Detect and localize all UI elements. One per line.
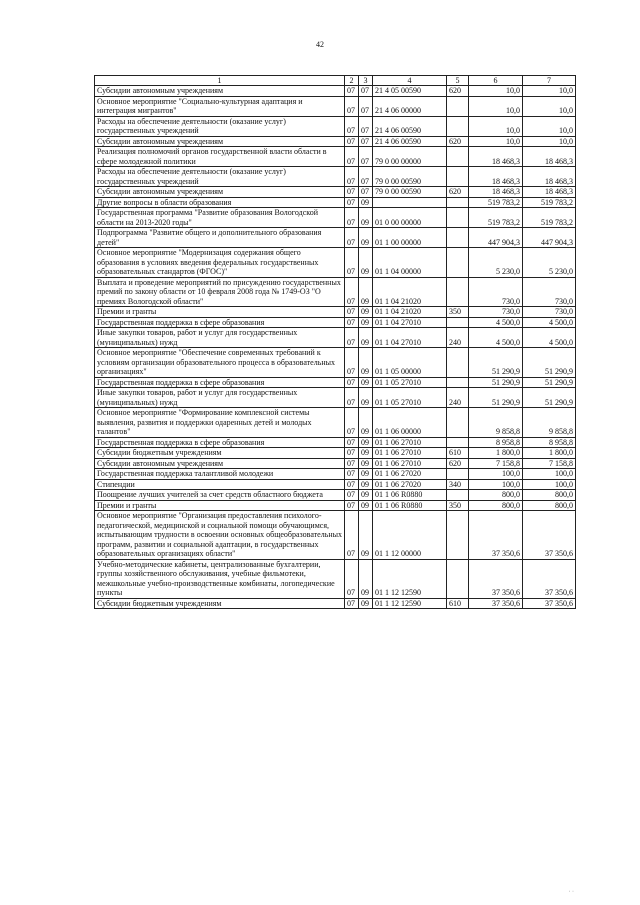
cell-expense-type: 240 (447, 388, 469, 408)
table-body (95, 86, 576, 609)
cell-expense-type (447, 208, 469, 228)
table-row (95, 348, 576, 378)
cell-amount-1: 800,0 (469, 500, 523, 511)
cell-amount-1: 800,0 (469, 490, 523, 501)
table-row (95, 328, 576, 348)
header-col-3: 3 (359, 76, 373, 86)
table-row (95, 388, 576, 408)
cell-amount-2: 730,0 (523, 277, 576, 307)
cell-target-article: 01 1 06 27010 (373, 458, 447, 469)
cell-target-article: 01 1 04 27010 (373, 328, 447, 348)
cell-amount-1: 519 783,2 (469, 197, 523, 208)
cell-section: 07 (345, 197, 359, 208)
cell-name: Субсидии автономным учреждениям (95, 458, 345, 469)
cell-subsection: 09 (359, 490, 373, 501)
cell-subsection: 09 (359, 328, 373, 348)
cell-expense-type: 340 (447, 479, 469, 490)
table-row (95, 377, 576, 388)
cell-target-article: 21 4 05 00590 (373, 86, 447, 97)
cell-expense-type: 620 (447, 458, 469, 469)
cell-name: Премии и гранты (95, 307, 345, 318)
cell-expense-type: 610 (447, 598, 469, 609)
cell-target-article: 01 1 06 27010 (373, 437, 447, 448)
cell-subsection: 07 (359, 86, 373, 97)
cell-name: Государственная программа "Развитие образования Вологодской области на 2013-2020 годы" (95, 208, 345, 228)
cell-amount-1: 519 783,2 (469, 208, 523, 228)
table-row (95, 437, 576, 448)
table-row (95, 500, 576, 511)
cell-expense-type: 620 (447, 187, 469, 198)
cell-amount-1: 4 500,0 (469, 328, 523, 348)
table-row (95, 448, 576, 459)
cell-subsection: 07 (359, 136, 373, 147)
cell-expense-type (447, 167, 469, 187)
cell-target-article: 01 0 00 00000 (373, 208, 447, 228)
cell-amount-2: 37 350,6 (523, 511, 576, 560)
header-col-7: 7 (523, 76, 576, 86)
cell-name: Расходы на обеспечение деятельности (оказание услуг) государственных учреждений (95, 167, 345, 187)
cell-subsection: 09 (359, 500, 373, 511)
cell-section: 07 (345, 116, 359, 136)
cell-expense-type (447, 248, 469, 278)
cell-subsection: 09 (359, 377, 373, 388)
cell-subsection: 09 (359, 458, 373, 469)
cell-subsection: 09 (359, 559, 373, 598)
table-row (95, 307, 576, 318)
cell-target-article: 01 1 05 27010 (373, 388, 447, 408)
cell-amount-2: 18 468,3 (523, 147, 576, 167)
cell-expense-type: 620 (447, 86, 469, 97)
header-col-5: 5 (447, 76, 469, 86)
cell-target-article: 79 0 00 00590 (373, 167, 447, 187)
cell-amount-1: 37 350,6 (469, 598, 523, 609)
cell-expense-type (447, 469, 469, 480)
cell-subsection: 09 (359, 448, 373, 459)
table-row (95, 490, 576, 501)
cell-subsection: 09 (359, 388, 373, 408)
cell-target-article: 79 0 00 00000 (373, 147, 447, 167)
cell-subsection: 09 (359, 307, 373, 318)
cell-amount-2: 18 468,3 (523, 187, 576, 198)
cell-section: 07 (345, 136, 359, 147)
cell-target-article: 01 1 06 27020 (373, 469, 447, 480)
cell-section: 07 (345, 277, 359, 307)
table-row (95, 86, 576, 97)
cell-subsection: 09 (359, 228, 373, 248)
cell-amount-2: 7 158,8 (523, 458, 576, 469)
cell-subsection: 09 (359, 248, 373, 278)
cell-target-article: 01 1 12 12590 (373, 559, 447, 598)
cell-subsection: 07 (359, 167, 373, 187)
cell-target-article: 01 1 04 27010 (373, 317, 447, 328)
cell-amount-1: 10,0 (469, 86, 523, 97)
table-row (95, 408, 576, 438)
table-row (95, 458, 576, 469)
cell-name: Субсидии бюджетным учреждениям (95, 448, 345, 459)
cell-target-article: 21 4 06 00590 (373, 116, 447, 136)
cell-name: Субсидии автономным учреждениям (95, 187, 345, 198)
cell-amount-2: 730,0 (523, 307, 576, 318)
cell-name: Иные закупки товаров, работ и услуг для государственных (муниципальных) нужд (95, 388, 345, 408)
cell-name: Основное мероприятие "Обеспечение современных требований к условиям организации образовательного процесса в образовательных организациях" (95, 348, 345, 378)
cell-target-article: 01 1 04 21020 (373, 277, 447, 307)
cell-target-article (373, 197, 447, 208)
cell-section: 07 (345, 469, 359, 480)
cell-section: 07 (345, 208, 359, 228)
cell-name: Поощрение лучших учителей за счет средств областного бюджета (95, 490, 345, 501)
cell-section: 07 (345, 479, 359, 490)
cell-amount-1: 18 468,3 (469, 187, 523, 198)
cell-amount-1: 9 858,8 (469, 408, 523, 438)
cell-target-article: 01 1 06 R0880 (373, 490, 447, 501)
cell-amount-1: 51 290,9 (469, 348, 523, 378)
cell-amount-1: 100,0 (469, 469, 523, 480)
cell-amount-2: 10,0 (523, 96, 576, 116)
table-row (95, 228, 576, 248)
cell-section: 07 (345, 317, 359, 328)
cell-section: 07 (345, 448, 359, 459)
cell-target-article: 01 1 04 21020 (373, 307, 447, 318)
cell-section: 07 (345, 559, 359, 598)
cell-expense-type (447, 228, 469, 248)
cell-amount-2: 100,0 (523, 479, 576, 490)
cell-expense-type: 240 (447, 328, 469, 348)
cell-amount-2: 51 290,9 (523, 388, 576, 408)
cell-subsection: 07 (359, 187, 373, 198)
cell-subsection: 09 (359, 208, 373, 228)
cell-name: Субсидии автономным учреждениям (95, 136, 345, 147)
cell-subsection: 07 (359, 147, 373, 167)
cell-amount-2: 4 500,0 (523, 317, 576, 328)
cell-amount-1: 1 800,0 (469, 448, 523, 459)
cell-amount-1: 100,0 (469, 479, 523, 490)
cell-subsection: 09 (359, 408, 373, 438)
cell-amount-1: 10,0 (469, 116, 523, 136)
table-header-row (95, 76, 576, 86)
cell-name: Премии и гранты (95, 500, 345, 511)
table-row (95, 559, 576, 598)
cell-amount-2: 8 958,8 (523, 437, 576, 448)
cell-subsection: 09 (359, 598, 373, 609)
cell-amount-2: 9 858,8 (523, 408, 576, 438)
cell-subsection: 09 (359, 479, 373, 490)
cell-subsection: 09 (359, 197, 373, 208)
cell-amount-2: 519 783,2 (523, 197, 576, 208)
table-row (95, 469, 576, 480)
cell-subsection: 09 (359, 511, 373, 560)
cell-amount-1: 37 350,6 (469, 511, 523, 560)
cell-section: 07 (345, 187, 359, 198)
cell-expense-type (447, 147, 469, 167)
cell-section: 07 (345, 500, 359, 511)
cell-section: 07 (345, 348, 359, 378)
corner-mark: · · (568, 889, 574, 895)
cell-subsection: 07 (359, 116, 373, 136)
cell-expense-type (447, 490, 469, 501)
header-col-6: 6 (469, 76, 523, 86)
table-row (95, 277, 576, 307)
cell-section: 07 (345, 147, 359, 167)
cell-name: Основное мероприятие "Модернизация содержания общего образования в условиях введения федеральных государственных образовательных стандартов (ФГОС)" (95, 248, 345, 278)
cell-amount-2: 10,0 (523, 86, 576, 97)
cell-section: 07 (345, 377, 359, 388)
cell-section: 07 (345, 408, 359, 438)
cell-amount-1: 51 290,9 (469, 377, 523, 388)
cell-expense-type (447, 96, 469, 116)
table-row (95, 598, 576, 609)
cell-expense-type (447, 348, 469, 378)
cell-name: Основное мероприятие "Организация предоставления психолого-педагогической, медицинской и социальной помощи обучающимся, испытывающим трудности в освоении основных общеобразовательных программ, развитии и социальной адаптации, в государственных образовательных организациях области" (95, 511, 345, 560)
header-col-4: 4 (373, 76, 447, 86)
table-row (95, 136, 576, 147)
cell-subsection: 09 (359, 348, 373, 378)
cell-target-article: 01 1 05 27010 (373, 377, 447, 388)
budget-table (94, 75, 576, 609)
cell-amount-1: 37 350,6 (469, 559, 523, 598)
cell-amount-2: 447 904,3 (523, 228, 576, 248)
cell-section: 07 (345, 598, 359, 609)
cell-name: Иные закупки товаров, работ и услуг для государственных (муниципальных) нужд (95, 328, 345, 348)
cell-amount-1: 4 500,0 (469, 317, 523, 328)
cell-name: Стипендии (95, 479, 345, 490)
table-row (95, 167, 576, 187)
table-row (95, 187, 576, 198)
cell-amount-1: 5 230,0 (469, 248, 523, 278)
cell-target-article: 01 1 00 00000 (373, 228, 447, 248)
cell-target-article: 79 0 00 00590 (373, 187, 447, 198)
cell-amount-2: 800,0 (523, 490, 576, 501)
cell-amount-1: 730,0 (469, 307, 523, 318)
cell-target-article: 01 1 06 27020 (373, 479, 447, 490)
cell-name: Субсидии автономным учреждениям (95, 86, 345, 97)
cell-amount-1: 8 958,8 (469, 437, 523, 448)
cell-amount-2: 10,0 (523, 136, 576, 147)
cell-section: 07 (345, 228, 359, 248)
cell-name: Государственная поддержка в сфере образования (95, 437, 345, 448)
cell-section: 07 (345, 307, 359, 318)
cell-name: Подпрограмма "Развитие общего и дополнительного образования детей" (95, 228, 345, 248)
header-col-1: 1 (95, 76, 345, 86)
cell-amount-2: 100,0 (523, 469, 576, 480)
header-col-2: 2 (345, 76, 359, 86)
cell-amount-2: 800,0 (523, 500, 576, 511)
cell-amount-1: 730,0 (469, 277, 523, 307)
cell-section: 07 (345, 248, 359, 278)
table-row (95, 317, 576, 328)
cell-target-article: 01 1 12 00000 (373, 511, 447, 560)
cell-expense-type (447, 559, 469, 598)
table-row (95, 116, 576, 136)
cell-expense-type: 350 (447, 500, 469, 511)
table-row (95, 511, 576, 560)
cell-amount-1: 10,0 (469, 96, 523, 116)
cell-amount-1: 447 904,3 (469, 228, 523, 248)
cell-target-article: 01 1 06 27010 (373, 448, 447, 459)
cell-amount-2: 18 468,3 (523, 167, 576, 187)
cell-target-article: 01 1 04 00000 (373, 248, 447, 278)
cell-subsection: 09 (359, 469, 373, 480)
cell-section: 07 (345, 490, 359, 501)
cell-name: Государственная поддержка в сфере образования (95, 377, 345, 388)
cell-amount-2: 4 500,0 (523, 328, 576, 348)
cell-expense-type (447, 377, 469, 388)
cell-subsection: 09 (359, 277, 373, 307)
cell-expense-type: 350 (447, 307, 469, 318)
cell-amount-1: 10,0 (469, 136, 523, 147)
cell-target-article: 01 1 06 R0880 (373, 500, 447, 511)
cell-section: 07 (345, 328, 359, 348)
cell-amount-1: 18 468,3 (469, 147, 523, 167)
cell-subsection: 09 (359, 437, 373, 448)
cell-expense-type (447, 116, 469, 136)
cell-section: 07 (345, 388, 359, 408)
cell-subsection: 07 (359, 96, 373, 116)
cell-name: Основное мероприятие "Социально-культурная адаптация и интеграция мигрантов" (95, 96, 345, 116)
cell-amount-2: 37 350,6 (523, 559, 576, 598)
table-row (95, 197, 576, 208)
cell-expense-type: 620 (447, 136, 469, 147)
cell-amount-1: 7 158,8 (469, 458, 523, 469)
cell-section: 07 (345, 167, 359, 187)
cell-expense-type (447, 408, 469, 438)
cell-target-article: 01 1 06 00000 (373, 408, 447, 438)
cell-name: Государственная поддержка талантливой молодежи (95, 469, 345, 480)
cell-section: 07 (345, 96, 359, 116)
cell-subsection: 09 (359, 317, 373, 328)
cell-target-article: 21 4 06 00590 (373, 136, 447, 147)
table-row (95, 479, 576, 490)
cell-amount-1: 18 468,3 (469, 167, 523, 187)
cell-name: Реализация полномочий органов государственной власти области в сфере молодежной политики (95, 147, 345, 167)
cell-section: 07 (345, 437, 359, 448)
cell-expense-type: 610 (447, 448, 469, 459)
cell-amount-1: 51 290,9 (469, 388, 523, 408)
table-row (95, 248, 576, 278)
cell-expense-type (447, 277, 469, 307)
cell-section: 07 (345, 86, 359, 97)
cell-name: Другие вопросы в области образования (95, 197, 345, 208)
table-row (95, 96, 576, 116)
cell-expense-type (447, 437, 469, 448)
cell-amount-2: 519 783,2 (523, 208, 576, 228)
cell-target-article: 21 4 06 00000 (373, 96, 447, 116)
cell-target-article: 01 1 05 00000 (373, 348, 447, 378)
table-row (95, 208, 576, 228)
cell-name: Государственная поддержка в сфере образования (95, 317, 345, 328)
cell-expense-type (447, 197, 469, 208)
cell-name: Субсидии бюджетным учреждениям (95, 598, 345, 609)
cell-name: Расходы на обеспечение деятельности (оказание услуг) государственных учреждений (95, 116, 345, 136)
cell-amount-2: 1 800,0 (523, 448, 576, 459)
cell-name: Учебно-методические кабинеты, централизованные бухгалтерии, группы хозяйственного обслуживания, учебные фильмотеки, межшкольные учебно-производственные комбинаты, логопедические пункты (95, 559, 345, 598)
table-row (95, 147, 576, 167)
cell-amount-2: 51 290,9 (523, 348, 576, 378)
cell-expense-type (447, 511, 469, 560)
cell-amount-2: 10,0 (523, 116, 576, 136)
cell-amount-2: 51 290,9 (523, 377, 576, 388)
cell-section: 07 (345, 458, 359, 469)
cell-section: 07 (345, 511, 359, 560)
cell-amount-2: 5 230,0 (523, 248, 576, 278)
cell-target-article: 01 1 12 12590 (373, 598, 447, 609)
page-number: 42 (316, 40, 324, 49)
cell-name: Основное мероприятие "Формирование комплексной системы выявления, развития и поддержки одаренных детей и молодых талантов" (95, 408, 345, 438)
cell-expense-type (447, 317, 469, 328)
cell-name: Выплата и проведение мероприятий по присуждению государственных премий по закону области от 10 февраля 2008 года № 1749-ОЗ "О премиях Вологодской области" (95, 277, 345, 307)
cell-amount-2: 37 350,6 (523, 598, 576, 609)
